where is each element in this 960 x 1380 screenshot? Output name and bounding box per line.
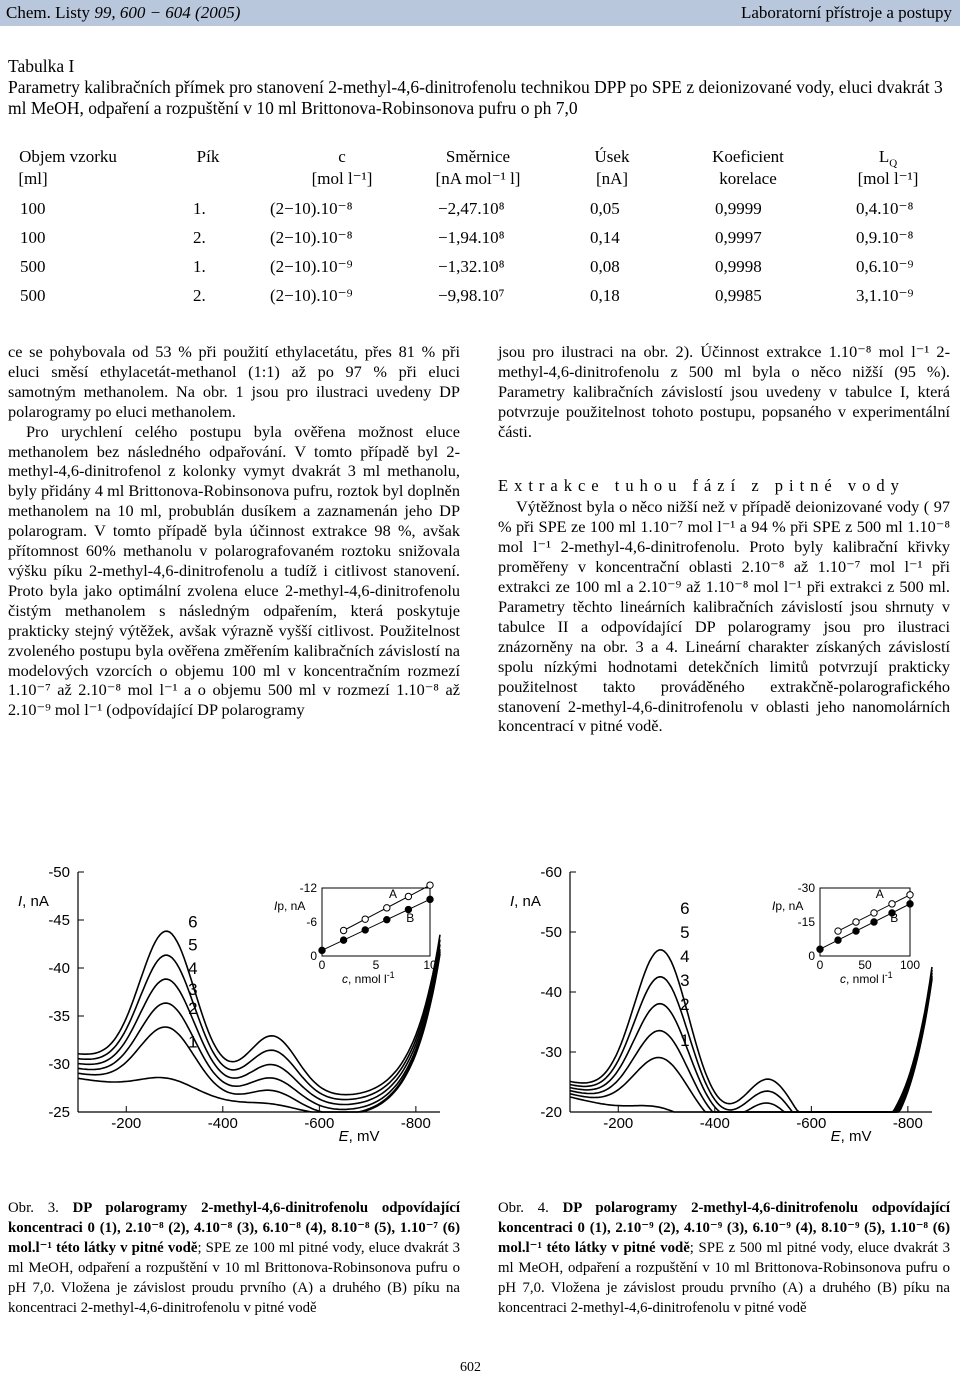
inset-point — [853, 928, 859, 934]
inset-y-tick-label: -30 — [797, 881, 815, 895]
polarogram-curve — [570, 970, 932, 1112]
inset-point — [340, 927, 346, 933]
x-axis-label: E, mV — [338, 1128, 380, 1145]
y-axis-label: I, nA — [510, 893, 541, 910]
cell-intercept: 0,18 — [590, 286, 620, 305]
y-tick-label: -40 — [540, 984, 562, 1001]
cell-slope: −1,32.10⁸ — [438, 257, 505, 276]
inset-x-tick-label: 50 — [858, 958, 872, 972]
cell-c: (2−10).10⁻⁸ — [270, 228, 353, 247]
curve-label: 3 — [680, 971, 690, 990]
inset-x-tick-label: 5 — [372, 958, 380, 972]
cell-peak: 2. — [193, 286, 206, 305]
inset-point — [835, 937, 841, 943]
inset-point — [362, 927, 368, 933]
y-tick-label: -45 — [48, 912, 70, 929]
y-tick-label: -50 — [48, 864, 70, 881]
caption-bold: DP polarogramy 2-methyl-4,6-dinitrofenolu odpovídající koncentraci 0 (1), 2.10⁻⁹ (2), 4.10⁻⁹ (3), 6.10⁻⁹ (4), 8.10⁻⁹ (5), 1.10⁻⁸ (6) mol.l⁻¹ této látky v pitné vodě — [498, 1200, 950, 1256]
inset-point — [835, 928, 841, 934]
cell-peak: 1. — [193, 199, 206, 218]
cell-slope: −9,98.10⁷ — [438, 286, 505, 305]
cell-lq: 0,6.10⁻⁹ — [856, 257, 914, 276]
col-header-c-unit: [mol l⁻¹] — [311, 169, 373, 188]
col-header-lq: $L_Q$ — [878, 147, 898, 170]
inset-y-label: Ip, nA — [772, 899, 804, 913]
curve-label: 6 — [680, 899, 690, 918]
y-tick-label: -40 — [48, 960, 70, 977]
left-column — [8, 342, 460, 720]
cell-c: (2−10).10⁻⁸ — [270, 199, 353, 218]
col-header-slope-unit: [nA mol⁻¹ l] — [435, 169, 521, 188]
inset-point — [871, 919, 877, 925]
inset-x-tick-label: 0 — [318, 958, 326, 972]
inset-point — [427, 896, 433, 902]
x-tick-label: -400 — [699, 1115, 730, 1132]
y-tick-label: -60 — [540, 864, 562, 881]
polarogram-curve — [570, 976, 932, 1112]
cell-correlation: 0,9999 — [715, 199, 762, 218]
x-tick-label: -200 — [111, 1115, 142, 1132]
cell-volume: 500 — [20, 286, 46, 305]
col-header-correlation-2: korelace — [719, 169, 777, 188]
polarogram-curve — [570, 978, 932, 1113]
cell-volume: 500 — [20, 257, 46, 276]
journal-citation: Chem. Listy 99, 600 − 604 (2005) — [6, 3, 241, 22]
inset-point — [907, 901, 913, 907]
cell-intercept: 0,05 — [590, 199, 620, 218]
cell-intercept: 0,08 — [590, 257, 620, 276]
x-tick-label: -800 — [892, 1115, 923, 1132]
caption-label: Obr. 4. — [498, 1200, 549, 1216]
col-header-volume: Objem vzorku — [19, 147, 117, 166]
inset-point — [871, 910, 877, 916]
table-title: Parametry kalibračních přímek pro stanovení 2-methyl-4,6-dinitrofenolu technikou DPP po SPE z deionizované vody, eluci dvakrát 3 ml MeOH, odpaření a rozpuštění v 10 ml Brittonova-Robinsonova pufru o ph 7,0 — [8, 77, 943, 118]
inset-point — [853, 919, 859, 925]
inset-x-tick-label: 10 — [423, 958, 437, 972]
curve-label: 2 — [680, 995, 690, 1014]
y-tick-label: -50 — [540, 924, 562, 941]
y-tick-label: -35 — [48, 1008, 70, 1025]
cell-correlation: 0,9997 — [715, 228, 762, 247]
inset-point — [427, 882, 433, 888]
table-label: Tabulka I — [8, 56, 75, 76]
inset-y-tick-label: 0 — [310, 949, 317, 963]
curve-label: 5 — [680, 923, 690, 942]
col-header-c: c — [338, 147, 346, 166]
x-tick-label: -800 — [400, 1115, 431, 1132]
figure-3-polarogram — [0, 858, 470, 1148]
cell-c: (2−10).10⁻⁹ — [270, 286, 353, 305]
paragraph: jsou pro ilustraci na obr. 2). Účinnost extrakce 1.10⁻⁸ mol l⁻¹ 2-methyl-4,6-dinitrofenolu z 500 ml byla o něco nižší (95 %). Parametry kalibračních závislostí jsou uvedeny v tabulce I, která potvrzuje použitelnost tohoto postupu, popsaného v experimentální části. — [498, 342, 950, 441]
x-axis-label: E, mV — [830, 1128, 872, 1145]
table-caption — [8, 56, 953, 119]
col-header-correlation: Koeficient — [712, 147, 784, 166]
cell-c: (2−10).10⁻⁹ — [270, 257, 353, 276]
curve-label: 6 — [188, 912, 198, 932]
col-header-peak: Pík — [196, 147, 220, 166]
inset-series-label: A — [388, 887, 397, 901]
polarogram-curve — [570, 973, 932, 1112]
inset-y-label: Ip, nA — [274, 899, 306, 913]
caption-label: Obr. 3. — [8, 1200, 59, 1216]
inset-series-label: A — [875, 887, 884, 901]
x-tick-label: -200 — [603, 1115, 634, 1132]
cell-slope: −1,94.10⁸ — [438, 228, 505, 247]
inset-point — [340, 937, 346, 943]
paragraph: Pro urychlení celého postupu byla ověřena možnost eluce methanolem bez následného odpařování. V tomto případě byl 2-methyl-4,6-dinitrofenol z kolonky vymyt dvakrát 3 ml methanolu, byly přidány 4 ml Brittonova-Robinsonova pufru, roztok byl doplněn methanolem na 10 ml, probublán dusíkem a zaznamenán jeho DP polarogram. V tomto případě byla účinnost extrakce 98 %, avšak přítomnost 60% methanolu v polarografovaném roztoku snižovala výšku píku 2-methyl-4,6-dinitrofenolu a tudíž i citlivost stanovení. Proto byla jako optimální zvolena eluce 2-methyl-4,6-dinitrofenolu čistým methanolem s následným odpařením, která poskytuje prakticky stejný výtěžek, avšak výrazně vyšší citlivost. Použitelnost zvoleného postupu byla ověřena změřením kalibračních závislostí na modelových vzorcích o objemu 100 ml v koncentračním rozmezí 1.10⁻⁷ až 2.10⁻⁸ mol l⁻¹ a o objemu 500 ml v rozmezí 1.10⁻⁸ až 2.10⁻⁹ mol l⁻¹ (odpovídající DP polarogramy — [8, 421, 460, 720]
col-header-volume-unit: [ml] — [18, 169, 48, 188]
cell-lq: 0,9.10⁻⁸ — [856, 228, 914, 247]
inset-y-tick-label: -6 — [306, 915, 317, 929]
cell-intercept: 0,14 — [590, 228, 620, 247]
caption-bold: DP polarogramy 2-methyl-4,6-dinitrofenolu odpovídající koncentraci 0 (1), 2.10⁻⁸ (2), 4.10⁻⁸ (3), 6.10⁻⁸ (4), 8.10⁻⁸ (5), 1.10⁻⁷ (6) mol.l⁻¹ této látky v pitné vodě — [8, 1200, 460, 1256]
col-header-intercept: Úsek — [594, 147, 630, 166]
paragraph: ce se pohybovala od 53 % při použití ethylacetátu, přes 81 % při eluci směsí ethylacetát-methanol (1:1) až po 97 % při eluci samotným methanolem. Na obr. 1 jsou pro ilustraci uvedeny DP polarogramy po eluci methanolem. — [8, 342, 460, 421]
y-tick-label: -25 — [48, 1104, 70, 1121]
cell-lq: 3,1.10⁻⁹ — [856, 286, 914, 305]
figure-4-caption — [498, 1198, 950, 1318]
cell-correlation: 0,9985 — [715, 286, 762, 305]
cell-peak: 2. — [193, 228, 206, 247]
curve-label: 3 — [188, 979, 198, 999]
section-title: Laboratorní přístroje a postupy — [740, 3, 952, 22]
inset-point — [405, 893, 411, 899]
cell-correlation: 0,9998 — [715, 257, 762, 276]
caption-text: ; SPE ze 100 ml pitné vody, eluce dvakrát 3 ml MeOH, odpaření a rozpuštění v 10 ml Brittonova-Robinsonova pufru o pH 7,0. Vložena je závislost proudu prvního (A) a druhého (B) píku na koncentraci 2-methyl-4,6-dinitrofenolu v pitné vodě — [8, 1240, 460, 1316]
inset-x-tick-label: 0 — [816, 958, 824, 972]
caption-text: ; SPE z 500 ml pitné vody, eluce dvakrát 3 ml MeOH, odpaření a rozpuštění v 10 ml Brittonova-Robinsonova pufru o pH 7,0. Vložena je závislost proudu prvního (A) a druhého (B) píku na koncentraci 2-methyl-4,6-dinitrofenolu v pitné vodě — [498, 1240, 950, 1316]
right-column — [498, 342, 950, 736]
curve-label: 5 — [188, 935, 198, 955]
page-number: 602 — [460, 1360, 481, 1375]
curve-label: 4 — [680, 947, 690, 966]
cell-slope: −2,47.10⁸ — [438, 199, 505, 218]
inset-point — [362, 916, 368, 922]
cell-volume: 100 — [20, 228, 46, 247]
inset-y-tick-label: 0 — [808, 949, 815, 963]
cell-volume: 100 — [20, 199, 46, 218]
inset-x-label: c, nmol $l^{-1}$ — [342, 970, 395, 986]
inset-point — [907, 892, 913, 898]
inset-series-label: B — [406, 911, 415, 925]
cell-peak: 1. — [193, 257, 206, 276]
y-tick-label: -30 — [48, 1056, 70, 1073]
section-heading: Extrakce tuhou fází z pitné vody — [498, 475, 905, 495]
figure-3-caption — [8, 1198, 460, 1318]
inset-series-label: B — [890, 911, 899, 925]
col-header-lq-unit: [mol l⁻¹] — [857, 169, 919, 188]
curve-label: 4 — [188, 958, 198, 978]
inset-point — [384, 905, 390, 911]
col-header-intercept-unit: [nA] — [595, 169, 629, 188]
curve-label: 1 — [680, 1031, 690, 1050]
col-header-slope: Směrnice — [445, 147, 511, 166]
polarogram-curve — [78, 940, 440, 1100]
x-tick-label: -600 — [304, 1115, 335, 1132]
curve-label: 2 — [188, 999, 198, 1019]
y-axis-label: I, nA — [18, 893, 49, 910]
y-tick-label: -30 — [540, 1044, 562, 1061]
inset-point — [889, 901, 895, 907]
inset-y-tick-label: -15 — [797, 915, 815, 929]
inset-x-tick-label: 100 — [899, 958, 921, 972]
x-tick-label: -400 — [207, 1115, 238, 1132]
y-tick-label: -20 — [540, 1104, 562, 1121]
inset-point — [384, 917, 390, 923]
inset-y-tick-label: -12 — [299, 881, 317, 895]
inset-point — [817, 946, 823, 952]
inset-x-label: c, nmol $l^{-1}$ — [840, 970, 893, 986]
figure-4-polarogram — [490, 858, 960, 1148]
x-tick-label: -600 — [796, 1115, 827, 1132]
cell-lq: 0,4.10⁻⁸ — [856, 199, 914, 218]
curve-label: 1 — [188, 1032, 198, 1052]
paragraph: Výtěžnost byla o něco nižší než v případě deionizované vody ( 97 % při SPE ze 100 ml 1.10⁻⁷ mol l⁻¹ a 94 % při SPE z 500 ml 1.10⁻⁸ mol l⁻¹ 2-methyl-4,6-dinitrofenolu. Proto byly kalibrační křivky proměřeny v koncentrační oblasti 2.10⁻⁸ až 1.10⁻⁷ mol l⁻¹ při extrakci ze 100 ml a 2.10⁻⁹ až 1.10⁻⁸ mol l⁻¹ při extrakci z 500 ml. Parametry těchto lineárních kalibračních závislostí jsou shrnuty v tabulce II a odpovídající DP polarogramy jsou pro ilustraci znázorněny na obr. 3 a 4. Lineární charakter získaných závislostí spolu nízkými hodnotami detekčních limitů potvrzují prakticky použitelnost takto prováděného extrakčně-polarografického stanovení 2-methyl-4,6-dinitrofenolu v oblasti jeho nanomolárních koncentrací v pitné vodě. — [498, 497, 950, 736]
inset-point — [319, 947, 325, 953]
